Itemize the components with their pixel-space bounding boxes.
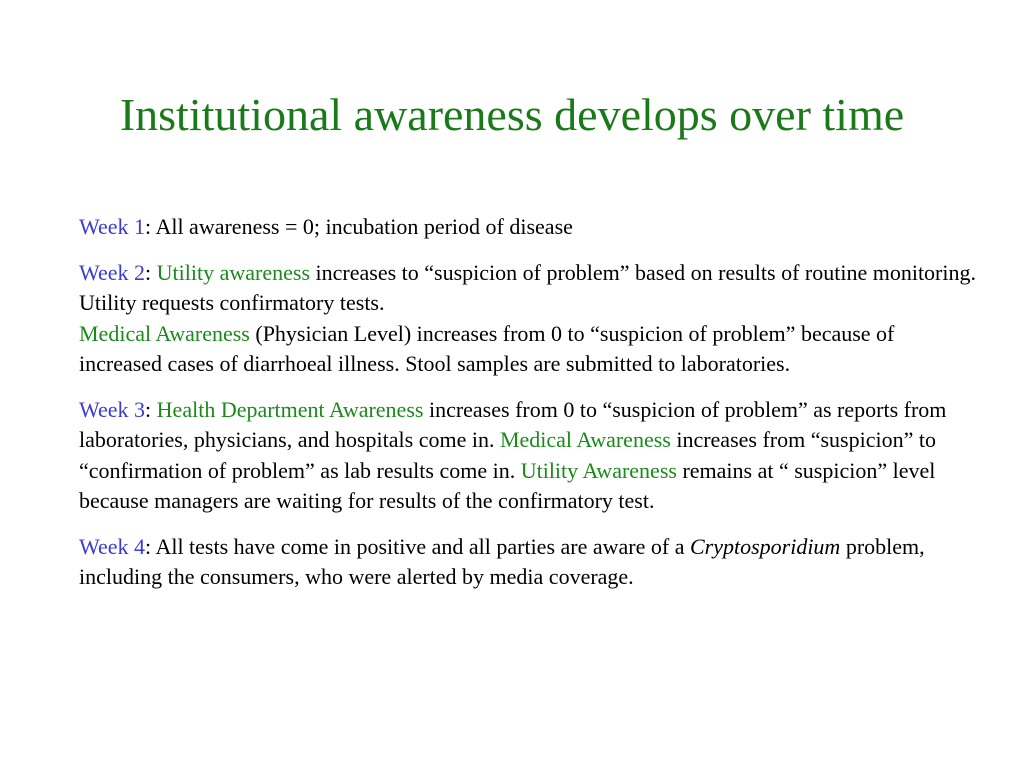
medical-awareness-term-2: Medical Awareness [499, 427, 671, 452]
medical-awareness-term: Medical Awareness [79, 320, 250, 346]
week-3-label: Week 3 [79, 396, 146, 422]
week-3-text-3: remains at “ suspicion” level because managers are waiting for results of the confirmatory test. [79, 457, 936, 513]
cryptosporidium-term: Cryptosporidium [689, 533, 841, 559]
week-3-text-1: increases from 0 to “suspicion of problem” as reports from laboratories, physicians, and hospitals come in. [79, 396, 947, 452]
paragraph-week-4 [79, 532, 979, 593]
paragraph-week-1 [79, 212, 979, 243]
week-2-text: increases to “suspicion of problem” based on results of routine monitoring. Utility requests confirmatory tests. [79, 259, 976, 315]
week-1-text: : All awareness = 0; incubation period of disease [145, 214, 573, 239]
paragraph-week-2-medical [79, 319, 979, 380]
paragraph-week-2 [79, 258, 979, 319]
week-2-label: Week 2 [79, 259, 146, 285]
slide-body [79, 212, 979, 608]
week-2-medical-text: (Physician Level) increases from 0 to “suspicion of problem” because of increased cases of diarrhoeal illness. Stool samples are submitted to laboratories. [79, 320, 895, 376]
week-2-separator: : [145, 259, 157, 285]
week-4-text-1: : All tests have come in positive and all parties are aware of a [145, 533, 690, 559]
paragraph-week-3 [79, 395, 979, 517]
week-3-text-2: increases from “suspicion” to “confirmation of problem” as lab results come in. [79, 427, 936, 483]
slide-title: Institutional awareness develops over time [119, 89, 905, 140]
health-department-awareness-term: Health Department Awareness [156, 396, 424, 422]
utility-awareness-term-2: Utility Awareness [520, 457, 677, 483]
utility-awareness-term: Utility awareness [156, 259, 311, 285]
week-4-text-2: problem, including the consumers, who were alerted by media coverage. [79, 533, 925, 589]
week-3-separator: : [145, 396, 157, 422]
week-4-label: Week 4 [79, 533, 146, 559]
week-1-label: Week 1 [79, 214, 146, 239]
